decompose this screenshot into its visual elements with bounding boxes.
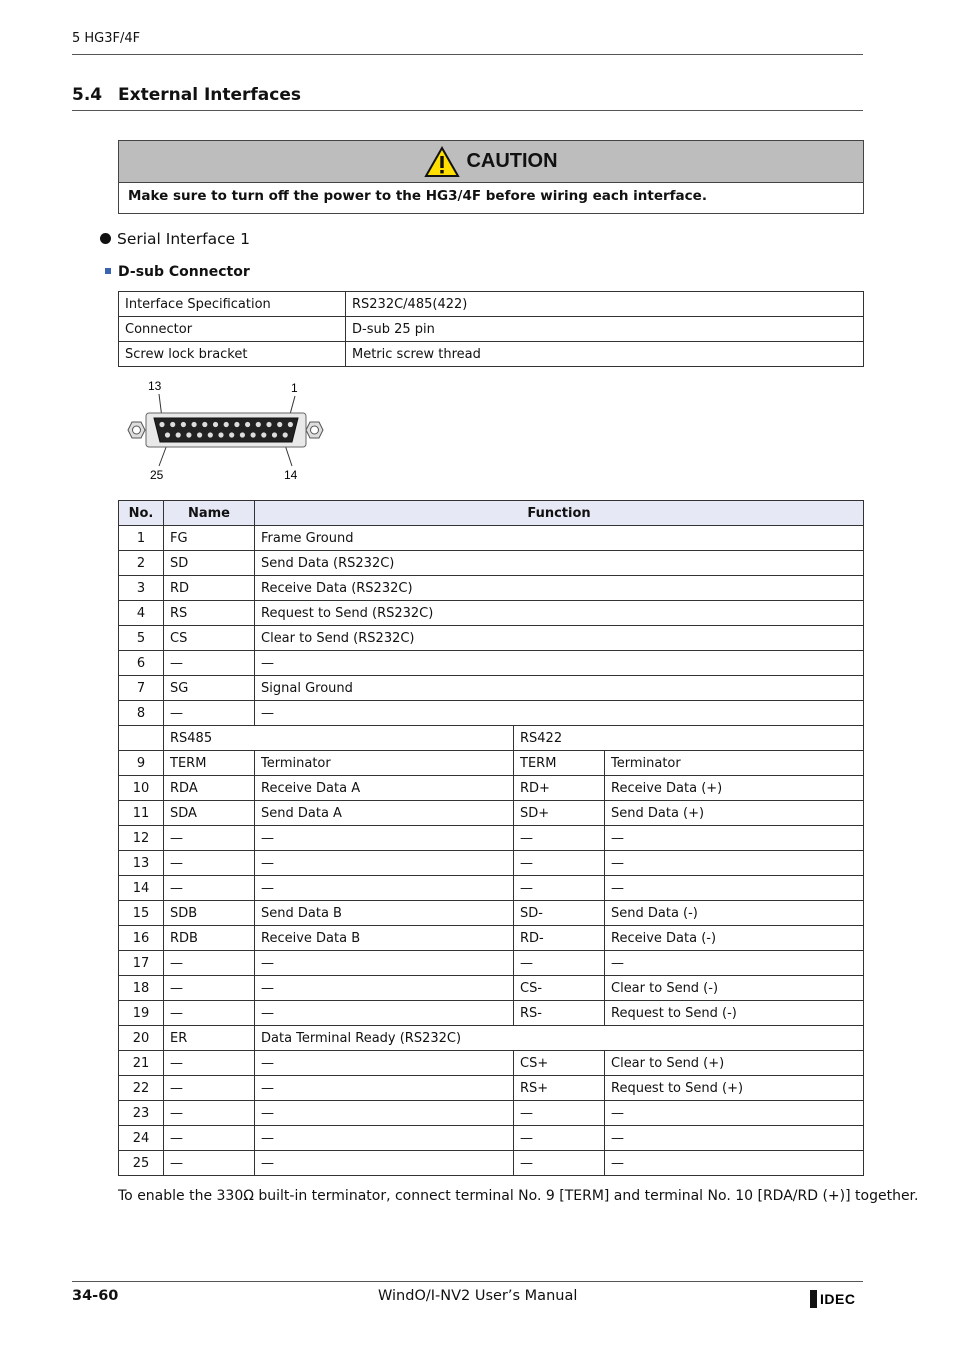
- pin-row: [119, 1101, 864, 1126]
- group-rs485: RS485: [164, 726, 514, 751]
- pin-dot-icon: [165, 432, 170, 437]
- rs485-function: —: [255, 826, 514, 851]
- serial-interface-bullet: [100, 230, 250, 248]
- rs485-name: —: [164, 1076, 255, 1101]
- section-title: External Interfaces: [118, 85, 301, 105]
- rs422-function: —: [605, 851, 864, 876]
- rs485-name: —: [164, 1001, 255, 1026]
- rs422-function: Clear to Send (+): [605, 1051, 864, 1076]
- pin-number: 21: [119, 1051, 164, 1076]
- section-number: 5.4: [72, 85, 103, 105]
- rs422-name: RD-: [514, 926, 605, 951]
- pin-row: [119, 901, 864, 926]
- caution-label: CAUTION: [466, 150, 558, 172]
- pin-row: [119, 876, 864, 901]
- manual-title: WindO/I-NV2 User’s Manual: [378, 1288, 578, 1304]
- pin-number: 19: [119, 1001, 164, 1026]
- pin-number: 10: [119, 776, 164, 801]
- spec-key: Screw lock bracket: [119, 342, 346, 367]
- rs485-function: —: [255, 976, 514, 1001]
- pin-dot-icon: [229, 432, 234, 437]
- pin-number: 1: [119, 526, 164, 551]
- pin-dot-icon: [224, 422, 229, 427]
- pin-function: Data Terminal Ready (RS232C): [255, 1026, 864, 1051]
- rs422-name: RS+: [514, 1076, 605, 1101]
- pin-dot-icon: [181, 422, 186, 427]
- header-name: Name: [164, 501, 255, 526]
- pin-row: [119, 626, 864, 651]
- spec-value: RS232C/485(422): [346, 292, 864, 317]
- pin-dot-icon: [288, 422, 293, 427]
- pin-dot-icon: [256, 422, 261, 427]
- rs485-name: —: [164, 951, 255, 976]
- pin-row: [119, 1076, 864, 1101]
- rs422-name: RS-: [514, 1001, 605, 1026]
- rs422-name: —: [514, 1101, 605, 1126]
- square-bullet-icon: [105, 268, 111, 274]
- rs485-function: —: [255, 1151, 514, 1176]
- pin-name: RD: [164, 576, 255, 601]
- pin-dot-icon: [208, 432, 213, 437]
- pin-dot-icon: [170, 422, 175, 427]
- caution-message: Make sure to turn off the power to the HG3/4F before wiring each interface.: [128, 188, 707, 204]
- rs422-name: CS-: [514, 976, 605, 1001]
- rs422-name: —: [514, 851, 605, 876]
- rs485-function: —: [255, 1126, 514, 1151]
- pin-name: —: [164, 701, 255, 726]
- pin-dot-icon: [186, 432, 191, 437]
- rs422-name: —: [514, 876, 605, 901]
- rs485-name: —: [164, 1051, 255, 1076]
- pin-number: 13: [119, 851, 164, 876]
- pin-dot-icon: [277, 422, 282, 427]
- rs422-function: Request to Send (-): [605, 1001, 864, 1026]
- rs485-name: —: [164, 876, 255, 901]
- pin-label-13: 13: [148, 379, 162, 393]
- pin-number: 2: [119, 551, 164, 576]
- rs422-function: Receive Data (+): [605, 776, 864, 801]
- idec-logo: [810, 1290, 864, 1308]
- pin-number: 24: [119, 1126, 164, 1151]
- pin-function: Request to Send (RS232C): [255, 601, 864, 626]
- dsub-connector-diagram: [124, 376, 328, 486]
- pin-row: [119, 526, 864, 551]
- pin-row: [119, 1151, 864, 1176]
- pin-function: Signal Ground: [255, 676, 864, 701]
- rs422-name: RD+: [514, 776, 605, 801]
- spec-key: Connector: [119, 317, 346, 342]
- pin-label-14: 14: [284, 468, 298, 482]
- group-blank: [119, 726, 164, 751]
- rs485-function: Terminator: [255, 751, 514, 776]
- header-rule: [72, 54, 863, 55]
- pin-row: [119, 1126, 864, 1151]
- pin-dot-icon: [261, 432, 266, 437]
- spec-table: [118, 291, 864, 367]
- rs422-function: Receive Data (-): [605, 926, 864, 951]
- caution-header: [119, 141, 863, 183]
- pin-label-1: 1: [291, 381, 298, 395]
- caution-box: [118, 140, 864, 214]
- pin-function: —: [255, 701, 864, 726]
- rs485-name: SDA: [164, 801, 255, 826]
- pin-row: [119, 601, 864, 626]
- pin-function: Clear to Send (RS232C): [255, 626, 864, 651]
- rs422-name: CS+: [514, 1051, 605, 1076]
- rs422-name: SD+: [514, 801, 605, 826]
- rs422-function: —: [605, 1101, 864, 1126]
- rs422-function: —: [605, 951, 864, 976]
- pin-dot-icon: [251, 432, 256, 437]
- subheading-label: D-sub Connector: [118, 264, 250, 280]
- rs485-function: —: [255, 876, 514, 901]
- header-function: Function: [255, 501, 864, 526]
- spec-row: [119, 317, 864, 342]
- section-rule: [72, 110, 863, 111]
- rs422-name: SD-: [514, 901, 605, 926]
- rs485-name: TERM: [164, 751, 255, 776]
- pin-number: 9: [119, 751, 164, 776]
- group-rs422: RS422: [514, 726, 864, 751]
- rs485-function: Receive Data A: [255, 776, 514, 801]
- terminator-note: To enable the 330Ω built-in terminator, connect terminal No. 9 [TERM] and terminal No. 10 [RDA/RD (+)] together.: [118, 1188, 919, 1204]
- pin-dot-icon: [272, 432, 277, 437]
- pin-number: 25: [119, 1151, 164, 1176]
- rs485-function: Send Data A: [255, 801, 514, 826]
- rs485-function: —: [255, 1001, 514, 1026]
- spec-row: [119, 342, 864, 367]
- page-number: 34-60: [72, 1288, 119, 1304]
- rs422-function: —: [605, 1126, 864, 1151]
- screw-right-icon: [306, 422, 323, 438]
- dsub-subheading: [105, 264, 250, 280]
- pin-number: 12: [119, 826, 164, 851]
- pin-row: [119, 676, 864, 701]
- rs485-function: —: [255, 1051, 514, 1076]
- pin-name: CS: [164, 626, 255, 651]
- rs485-name: —: [164, 976, 255, 1001]
- spec-key: Interface Specification: [119, 292, 346, 317]
- spec-value: D-sub 25 pin: [346, 317, 864, 342]
- pin-row: [119, 1051, 864, 1076]
- rs485-function: —: [255, 1101, 514, 1126]
- pin-dot-icon: [283, 432, 288, 437]
- pin-number: 23: [119, 1101, 164, 1126]
- pin-number: 17: [119, 951, 164, 976]
- rs485-name: —: [164, 1151, 255, 1176]
- svg-text:IDEC: IDEC: [820, 1291, 856, 1307]
- spec-value: Metric screw thread: [346, 342, 864, 367]
- rs485-name: RDB: [164, 926, 255, 951]
- pin-row: [119, 926, 864, 951]
- chapter-header: 5 HG3F/4F: [72, 31, 141, 46]
- pin-row: [119, 1026, 864, 1051]
- pin-dot-icon: [176, 432, 181, 437]
- pin-row: [119, 951, 864, 976]
- pin-function: Frame Ground: [255, 526, 864, 551]
- rs422-name: —: [514, 951, 605, 976]
- pin-dot-icon: [218, 432, 223, 437]
- rs485-function: Receive Data B: [255, 926, 514, 951]
- pin-number: 8: [119, 701, 164, 726]
- pin-dot-icon: [159, 422, 164, 427]
- pin-name: SG: [164, 676, 255, 701]
- pin-row: [119, 1001, 864, 1026]
- pin-row: [119, 801, 864, 826]
- pin-row: [119, 776, 864, 801]
- pin-number: 5: [119, 626, 164, 651]
- pin-number: 11: [119, 801, 164, 826]
- rs422-name: —: [514, 1151, 605, 1176]
- pin-number: 14: [119, 876, 164, 901]
- rs422-function: Send Data (+): [605, 801, 864, 826]
- pin-number: 22: [119, 1076, 164, 1101]
- pin-dot-icon: [197, 432, 202, 437]
- header-no: No.: [119, 501, 164, 526]
- pin-row: [119, 551, 864, 576]
- rs422-function: —: [605, 876, 864, 901]
- pin-number: 15: [119, 901, 164, 926]
- pin-function: Send Data (RS232C): [255, 551, 864, 576]
- pin-dot-icon: [202, 422, 207, 427]
- rs485-function: Send Data B: [255, 901, 514, 926]
- rs485-function: —: [255, 1076, 514, 1101]
- pin-number: 6: [119, 651, 164, 676]
- pin-dot-icon: [192, 422, 197, 427]
- pin-number: 4: [119, 601, 164, 626]
- rs422-name: —: [514, 826, 605, 851]
- pin-number: 3: [119, 576, 164, 601]
- pin-assignment-table: [118, 500, 864, 1176]
- rs422-function: —: [605, 1151, 864, 1176]
- footer-rule: [72, 1281, 863, 1282]
- pin-row: [119, 826, 864, 851]
- pin-row: [119, 851, 864, 876]
- rs485-name: —: [164, 1126, 255, 1151]
- rs485-name: —: [164, 1101, 255, 1126]
- pin-dot-icon: [245, 422, 250, 427]
- pin-row: [119, 751, 864, 776]
- pin-row: [119, 651, 864, 676]
- rs485-name: SDB: [164, 901, 255, 926]
- rs422-function: Clear to Send (-): [605, 976, 864, 1001]
- bullet-label: Serial Interface 1: [117, 230, 250, 248]
- spec-row: [119, 292, 864, 317]
- pin-name: SD: [164, 551, 255, 576]
- pin-name: FG: [164, 526, 255, 551]
- rs485-name: —: [164, 851, 255, 876]
- pin-function: —: [255, 651, 864, 676]
- pin-name: ER: [164, 1026, 255, 1051]
- pin-number: 20: [119, 1026, 164, 1051]
- pin-dot-icon: [213, 422, 218, 427]
- pin-dot-icon: [266, 422, 271, 427]
- rs422-name: TERM: [514, 751, 605, 776]
- rs422-function: Send Data (-): [605, 901, 864, 926]
- rs485-function: —: [255, 851, 514, 876]
- rs485-name: —: [164, 826, 255, 851]
- warning-icon: [424, 146, 460, 178]
- rs422-function: Terminator: [605, 751, 864, 776]
- pin-label-25: 25: [150, 468, 164, 482]
- rs422-name: —: [514, 1126, 605, 1151]
- pin-row: [119, 576, 864, 601]
- pin-number: 18: [119, 976, 164, 1001]
- pin-number: 16: [119, 926, 164, 951]
- rs422-function: —: [605, 826, 864, 851]
- pin-function: Receive Data (RS232C): [255, 576, 864, 601]
- pin-number: 7: [119, 676, 164, 701]
- screw-left-icon: [128, 422, 145, 438]
- pin-row: [119, 701, 864, 726]
- pin-name: RS: [164, 601, 255, 626]
- rs485-function: —: [255, 951, 514, 976]
- bullet-dot-icon: [100, 233, 111, 244]
- pin-name: —: [164, 651, 255, 676]
- pin-row: [119, 976, 864, 1001]
- rs485-name: RDA: [164, 776, 255, 801]
- pin-table-header-row: [119, 501, 864, 526]
- section-heading: [72, 85, 301, 105]
- interface-group-row: [119, 726, 864, 751]
- pin-dot-icon: [240, 432, 245, 437]
- pin-dot-icon: [234, 422, 239, 427]
- rs422-function: Request to Send (+): [605, 1076, 864, 1101]
